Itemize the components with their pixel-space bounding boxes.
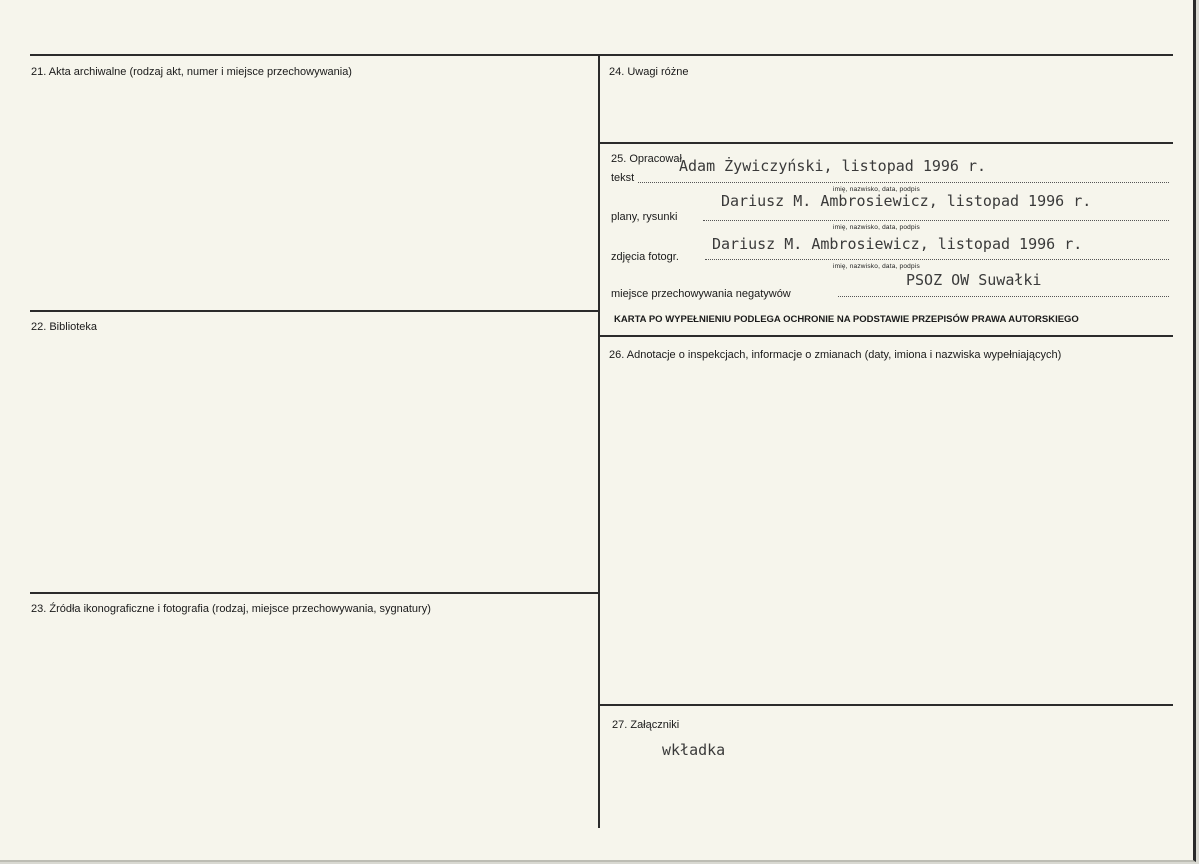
copyright-notice: KARTA PO WYPEŁNIENIU PODLEGA OCHRONIE NA PODSTAWIE PRZEPISÓW PRAWA AUTORSKIEGO [614, 314, 1079, 325]
dotted-line-photos [705, 259, 1169, 260]
center-divider [598, 55, 600, 828]
section-27-label: 27. Załączniki [612, 719, 680, 731]
section-24-label: 24. Uwagi różne [609, 66, 689, 78]
row-label-negatives: miejsce przechowywania negatywów [611, 288, 791, 300]
row-label-text: tekst [611, 172, 635, 184]
hint-plans: imię, nazwisko, data, podpis [833, 224, 920, 231]
divider-22-23 [30, 592, 598, 594]
value-text-author: Adam Żywiczyński, listopad 1996 r. [679, 157, 987, 175]
hint-photos: imię, nazwisko, data, podpis [833, 263, 920, 270]
value-plans-author: Dariusz M. Ambrosiewicz, listopad 1996 r. [721, 192, 1092, 210]
dotted-line-text [638, 182, 1169, 183]
dotted-line-negatives [838, 296, 1169, 297]
divider-24-25 [599, 142, 1173, 144]
section-22-label: 22. Biblioteka [31, 321, 98, 333]
hint-text: imię, nazwisko, data, podpis [833, 186, 920, 193]
section-26-label: 26. Adnotacje o inspekcjach, informacje o zmianach (daty, imiona i nazwiska wypełniających) [609, 349, 1062, 361]
row-label-photos: zdjęcia fotogr. [611, 251, 679, 263]
row-label-plans: plany, rysunki [611, 211, 678, 223]
dotted-line-plans [703, 220, 1169, 221]
section-21-label: 21. Akta archiwalne (rodzaj akt, numer i miejsce przechowywania) [31, 66, 352, 78]
divider-26-27 [599, 704, 1173, 706]
divider-25-26 [599, 335, 1173, 337]
attachment-value: wkładka [662, 741, 726, 759]
divider-21-22 [30, 310, 598, 312]
value-photos-author: Dariusz M. Ambrosiewicz, listopad 1996 r. [712, 235, 1083, 253]
section-23-label: 23. Źródła ikonograficzne i fotografia (rodzaj, miejsce przechowywania, sygnatury) [31, 603, 431, 615]
top-rule [30, 54, 1173, 56]
section-25-label: 25. Opracował [611, 153, 682, 165]
value-negatives-location: PSOZ OW Suwałki [906, 271, 1042, 289]
